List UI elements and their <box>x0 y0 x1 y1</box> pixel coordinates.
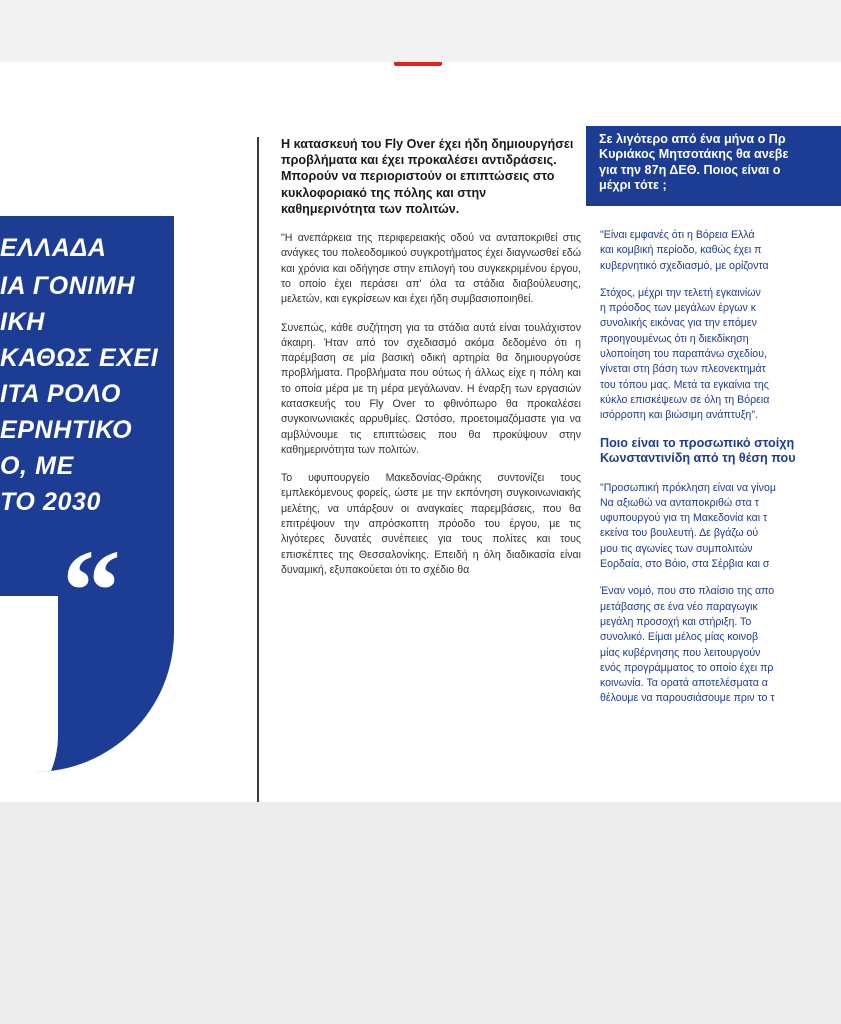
pull-quote-line: ΙΤΑ ΡΟΛΟ <box>0 380 121 408</box>
question-lead: Η κατασκευή του Fly Over έχει ήδη δημιουργήσει προβλήματα και έχει προκαλέσει αντιδράσεις. Μπορούν να περιοριστούν οι επιπτώσεις στο κυκλοφοριακό της πόλης και στην καθημερινότητα των πολιτών. <box>281 137 574 216</box>
bottom-margin <box>0 802 841 1024</box>
pull-quote-line: Ο, ΜΕ <box>0 452 74 480</box>
column-divider <box>257 137 259 802</box>
quotation-mark-icon: “ <box>62 525 121 656</box>
pull-quote-line: ΕΛΛΑΔΑ <box>0 234 107 262</box>
article-right-column <box>600 228 841 719</box>
pull-quote-line: ΕΡΝΗΤΙΚΟ <box>0 416 133 444</box>
question-box <box>586 126 841 206</box>
pull-quote-line: ΚΑΘΩΣ ΕΧΕΙ <box>0 344 159 372</box>
newspaper-page <box>0 62 841 802</box>
question-subhead: Ποιο είναι το προσωπικό στοίχη Κωνσταντινίδη από τη θέση που <box>600 435 796 466</box>
article-paragraph: "Είναι εμφανές ότι η Βόρεια Ελλά και κομβική περίοδο, καθώς έχει π κυβερνητικό σχεδιασμό, με ορίζοντα <box>600 229 769 272</box>
article-paragraph: Συνεπώς, κάθε συζήτηση για τα στάδια αυτά είναι τουλάχιστον άκαιρη. Ήταν από τον σχεδιασμό ακόμα δεδομένο ότι η παρέμβαση σε μία βασική οδική αρτηρία θα δημιουργούσε προβλήματα. Προβλήματα που ούτως ή άλλως είχε η πόλη και το οποία μέρα με τη μέρα μεγάλωναν. Η έναρξη των εργασιών κατασκευής του Fly Over το φθινόπωρο θα προκαλέσει συγκοινωνιακές αρρυθμίες. Ωστόσο, προετοιμαζόμαστε για να αμβλύνουμε τις επιπτώσεις που θα προκύψουν στην καθημερινότητα των πολιτών. <box>281 321 581 456</box>
pull-quote-line: ΙΚΗ <box>0 308 45 336</box>
article-paragraph: Στόχος, μέχρι την τελετή εγκαινίων η πρόοδος των μεγάλων έργων κ συνολικής εικόνας για την επόμεν προηγουμένως ότι η διεκδίκηση υλοποίηση του παραπάνω σχεδίου, γίνεται στη βάση των πλεονεκτημάτ του τόπου μας. Μετά τα εγκαίνια της κύκλο επισκέψεων σε όλη τη Βόρεια ισόρροπη και βιώσιμη ανάπτυξη". <box>600 286 770 422</box>
pull-quote-panel <box>0 216 174 772</box>
question-box-text: Σε λιγότερο από ένα μήνα ο Πρ Κυριάκος Μητσοτάκης θα ανεβε για την 87η ΔΕΘ. Ποιος είναι ο μέχρι τότε ; <box>599 132 789 192</box>
article-paragraph: Έναν νομό, που στο πλαίσιο της απο μετάβασης σε ένα νέο παραγωγικ μεγάλη προσοχή και στήριξη. Το συνολικό. Είμαι μέλος μίας κοινοβ μίας κυβέρνησης που λειτουργούν ενός προγράμματος το οποίο έχει πρ κοινωνία. Τα ορατά αποτελέσματα α θέλουμε να παρουσιάσουμε πριν το τ <box>600 585 775 705</box>
article-paragraph: Το υφυπουργείο Μακεδονίας-Θράκης συντονίζει τους εμπλεκόμενους φορείς, ώστε με την εκπόνηση συγκοινωνιακής μελέτης, να υπάρξουν οι αναγκαίες παρεμβάσεις, που θα επιτρέψουν την απρόσκοπτη πρόοδο του έργου, με τις λιγότερες δυνατές συνέπειες για τους πολίτες και τους επισκέπτες της Θεσσαλονίκης. Επειδή η όλη διαδικασία είναι δυναμική, εξυπακούεται ότι το σχέδιο θα <box>281 472 581 576</box>
pull-quote-line: ΤΟ 2030 <box>0 488 102 516</box>
pull-quote-line: ΙΑ ΓΟΝΙΜΗ <box>0 272 135 300</box>
top-margin <box>0 0 841 62</box>
red-header-accent <box>394 62 442 66</box>
pull-quote-cutout <box>0 596 58 772</box>
article-paragraph: "Προσωπική πρόκληση είναι να γίνομ Να αξιωθώ να ανταποκριθώ στα τ υφυπουργού για τη Μακεδονία και τ εκείνα του βουλευτή. Δε βγάζω ού μου τις αγωνίες των συμπολιτών Εορδαία, στο Βόιο, στα Σέρβια και σ <box>600 481 776 571</box>
article-paragraph: "Η ανεπάρκεια της περιφερειακής οδού να ανταποκριθεί στις ανάγκες του πολεοδομικού συγκροτήματος έχει διαγνωσθεί εδώ και χρόνια και οδήγησε στην επιλογή του συγκεκριμένου έργου, το οποίο έχει περάσει απ' όλα τα στάδια διαβούλευσης, μελετών, και εγκρίσεων και έχει ήδη συμβασιοποιηθεί. <box>281 232 581 306</box>
article-middle-column <box>281 136 581 591</box>
